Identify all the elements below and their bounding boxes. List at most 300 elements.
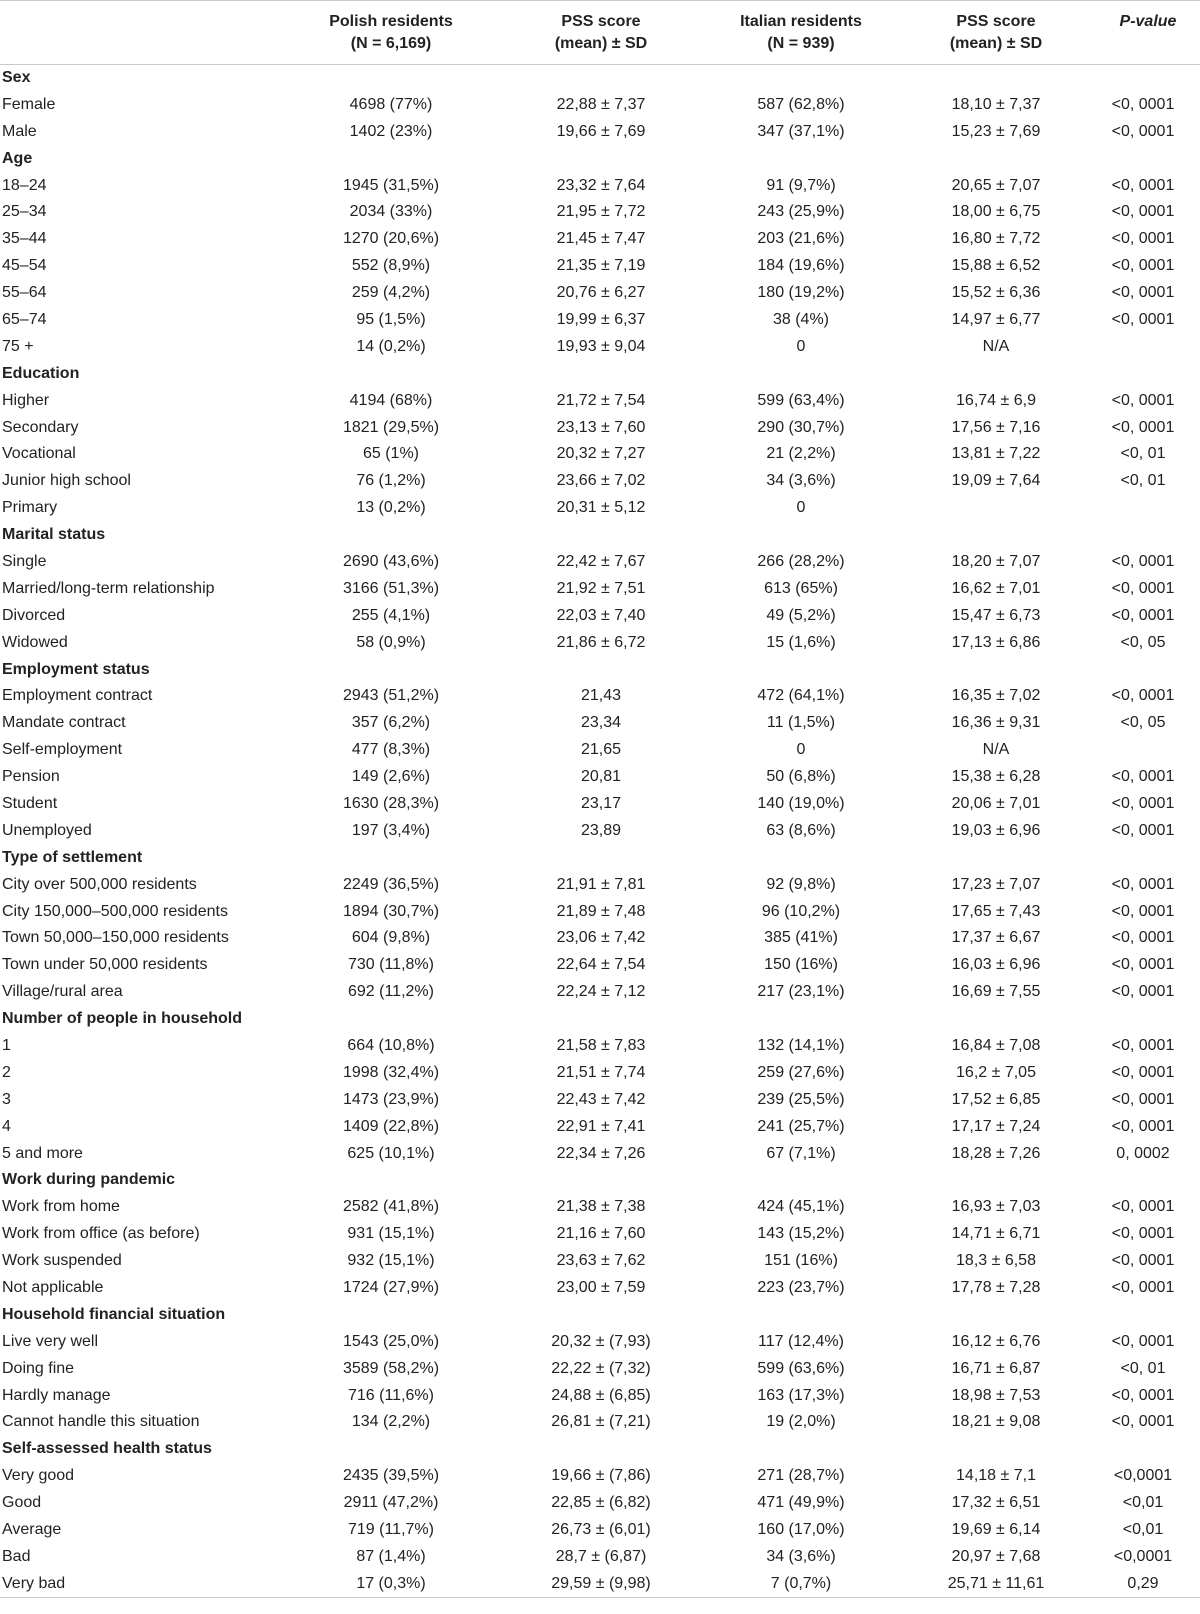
cell-italian-pss: 18,00 ± 6,75 xyxy=(951,203,1041,221)
cell-italian-pss: 16,74 ± 6,9 xyxy=(956,391,1036,409)
cell-variable: 1 xyxy=(2,1037,11,1054)
section-heading: Marital status xyxy=(2,526,106,544)
cell-p-value: <0, 0001 xyxy=(1111,391,1175,409)
cell-polish-n: 149 (2,6%) xyxy=(351,768,431,786)
cell-polish-n: 255 (4,1%) xyxy=(351,606,431,624)
cell-variable: Good xyxy=(2,1494,42,1512)
cell-italian-pss: N/A xyxy=(982,337,1010,355)
cell-italian-pss: 14,18 ± 7,1 xyxy=(956,1467,1036,1485)
cell-p-value: <0, 0001 xyxy=(1111,230,1175,248)
cell-polish-pss: 22,91 ± 7,41 xyxy=(556,1117,646,1135)
cell-italian-pss: N/A xyxy=(982,741,1010,759)
header-pss1-line1: PSS score xyxy=(561,13,641,30)
table-row xyxy=(0,871,1200,898)
cell-polish-pss: 19,66 ± 7,69 xyxy=(556,122,646,140)
cell-italian-pss: 19,69 ± 6,14 xyxy=(951,1521,1041,1539)
cell-polish-n: 604 (9,8%) xyxy=(351,929,431,947)
cell-polish-n: 1543 (25,0%) xyxy=(342,1332,440,1350)
table-row xyxy=(0,1113,1200,1140)
cell-polish-pss: 23,06 ± 7,42 xyxy=(556,929,646,947)
cell-italian-pss: 18,28 ± 7,26 xyxy=(951,1144,1041,1162)
cell-variable: Self-employment xyxy=(2,741,123,759)
cell-italian-pss: 19,09 ± 7,64 xyxy=(951,472,1041,490)
table-row xyxy=(0,1517,1200,1544)
cell-variable: Average xyxy=(2,1521,62,1539)
cell-italian-pss: 14,97 ± 6,77 xyxy=(951,310,1041,328)
table-row xyxy=(0,226,1200,253)
cell-italian-n: 92 (9,8%) xyxy=(766,875,836,893)
section-heading: Work during pandemic xyxy=(2,1171,176,1189)
section-heading: Age xyxy=(2,149,33,167)
cell-variable: Higher xyxy=(2,391,50,409)
cell-p-value: <0,0001 xyxy=(1113,1467,1173,1485)
cell-italian-pss: 17,52 ± 6,85 xyxy=(951,1090,1041,1108)
section-row xyxy=(0,522,1200,549)
cell-italian-pss: 16,35 ± 7,02 xyxy=(951,687,1041,705)
cell-polish-n: 1998 (32,4%) xyxy=(342,1063,440,1081)
cell-italian-n: 599 (63,6%) xyxy=(757,1359,845,1377)
cell-p-value: <0, 0001 xyxy=(1111,1037,1175,1054)
cell-polish-n: 58 (0,9%) xyxy=(356,633,426,651)
section-row xyxy=(0,1167,1200,1194)
cell-italian-n: 11 (1,5%) xyxy=(766,714,836,732)
header-pss2-line2: (mean) ± SD xyxy=(949,35,1043,52)
header-italian-residents xyxy=(706,1,896,65)
cell-polish-pss: 20,32 ± (7,93) xyxy=(551,1332,651,1350)
cell-italian-n: 223 (23,7%) xyxy=(757,1279,845,1297)
cell-variable: Divorced xyxy=(2,606,66,624)
table-row xyxy=(0,1248,1200,1275)
cell-polish-n: 76 (1,2%) xyxy=(356,472,426,490)
cell-italian-n: 0 xyxy=(796,337,806,355)
cell-variable: Male xyxy=(2,122,37,140)
cell-italian-pss: 18,3 ± 6,58 xyxy=(956,1252,1036,1270)
cell-polish-pss: 23,13 ± 7,60 xyxy=(556,418,646,436)
cell-p-value: <0,01 xyxy=(1122,1521,1164,1539)
cell-polish-pss: 23,17 xyxy=(580,794,622,812)
cell-polish-n: 1724 (27,9%) xyxy=(342,1279,440,1297)
cell-polish-pss: 20,31 ± 5,12 xyxy=(556,499,646,517)
cell-variable: Mandate contract xyxy=(2,714,126,732)
cell-italian-n: 7 (0,7%) xyxy=(770,1574,832,1592)
cell-italian-n: 472 (64,1%) xyxy=(757,687,845,705)
cell-polish-pss: 23,32 ± 7,64 xyxy=(556,176,646,194)
cell-polish-n: 931 (15,1%) xyxy=(347,1225,435,1243)
header-pss-italian xyxy=(896,1,1096,65)
cell-polish-pss: 21,95 ± 7,72 xyxy=(556,203,646,221)
cell-p-value: <0, 0001 xyxy=(1111,929,1175,947)
header-variable xyxy=(0,1,286,65)
cell-polish-pss: 19,93 ± 9,04 xyxy=(556,337,646,355)
table-row xyxy=(0,333,1200,360)
header-pvalue-text: P-value xyxy=(1119,13,1177,30)
cell-italian-n: 21 (2,2%) xyxy=(766,445,836,463)
cell-italian-pss: 16,69 ± 7,55 xyxy=(951,983,1041,1001)
cell-polish-n: 1409 (22,8%) xyxy=(342,1117,440,1135)
cell-variable: Student xyxy=(2,794,58,812)
table-row xyxy=(0,387,1200,414)
cell-italian-pss: 18,20 ± 7,07 xyxy=(951,552,1041,570)
cell-variable: Not applicable xyxy=(2,1279,104,1297)
cell-polish-n: 932 (15,1%) xyxy=(347,1252,435,1270)
cell-italian-n: 163 (17,3%) xyxy=(757,1386,845,1404)
cell-polish-n: 17 (0,3%) xyxy=(356,1574,426,1592)
cell-variable: 35–44 xyxy=(2,230,47,248)
cell-polish-n: 1894 (30,7%) xyxy=(342,902,440,920)
cell-italian-pss: 18,98 ± 7,53 xyxy=(951,1386,1041,1404)
cell-variable: 55–64 xyxy=(2,284,47,302)
cell-polish-pss: 22,43 ± 7,42 xyxy=(556,1090,646,1108)
cell-variable: Female xyxy=(2,95,56,113)
table-row xyxy=(0,1059,1200,1086)
cell-variable: Secondary xyxy=(2,418,79,436)
cell-polish-pss: 26,81 ± (7,21) xyxy=(551,1413,651,1431)
cell-p-value: 0,29 xyxy=(1127,1574,1159,1592)
cell-italian-n: 184 (19,6%) xyxy=(757,257,845,275)
cell-polish-n: 692 (11,2%) xyxy=(348,983,434,1001)
cell-italian-pss: 15,47 ± 6,73 xyxy=(951,606,1041,624)
cell-polish-n: 477 (8,3%) xyxy=(351,741,431,759)
cell-variable: Work suspended xyxy=(2,1252,122,1270)
cell-italian-pss: 20,97 ± 7,68 xyxy=(951,1547,1041,1565)
cell-polish-pss: 21,89 ± 7,48 xyxy=(556,902,646,920)
cell-p-value: <0, 0001 xyxy=(1111,1386,1175,1404)
table-row xyxy=(0,172,1200,199)
table-row xyxy=(0,1543,1200,1570)
cell-polish-pss: 20,32 ± 7,27 xyxy=(556,445,646,463)
cell-polish-n: 259 (4,2%) xyxy=(351,284,431,302)
table-row xyxy=(0,764,1200,791)
table-body xyxy=(0,65,1200,1598)
cell-italian-n: 217 (23,1%) xyxy=(757,983,845,1001)
cell-polish-n: 1630 (28,3%) xyxy=(342,794,440,812)
cell-italian-n: 143 (15,2%) xyxy=(757,1225,845,1243)
cell-polish-n: 2034 (33%) xyxy=(349,203,433,221)
cell-p-value: <0, 0001 xyxy=(1111,1279,1175,1297)
cell-variable: Bad xyxy=(2,1547,31,1565)
cell-italian-n: 34 (3,6%) xyxy=(766,1547,836,1565)
header-polish-line2: (N = 6,169) xyxy=(350,35,432,52)
cell-variable: 5 and more xyxy=(2,1144,83,1162)
cell-variable: Work from office (as before) xyxy=(2,1225,200,1243)
cell-p-value: <0, 05 xyxy=(1120,714,1166,732)
cell-p-value: <0, 0001 xyxy=(1111,1090,1175,1108)
cell-p-value: <0, 0001 xyxy=(1111,902,1175,920)
cell-p-value: <0, 0001 xyxy=(1111,983,1175,1001)
cell-polish-pss: 23,00 ± 7,59 xyxy=(556,1279,646,1297)
cell-variable: Cannot handle this situation xyxy=(2,1413,200,1431)
cell-italian-n: 132 (14,1%) xyxy=(757,1037,845,1054)
cell-italian-pss: 16,12 ± 6,76 xyxy=(951,1332,1041,1350)
cell-italian-pss: 18,10 ± 7,37 xyxy=(951,95,1041,113)
cell-variable: City over 500,000 residents xyxy=(2,875,197,893)
table-header xyxy=(0,1,1200,65)
cell-p-value: <0, 0001 xyxy=(1111,606,1175,624)
cell-p-value xyxy=(1096,495,1200,522)
table-row xyxy=(0,952,1200,979)
cell-variable: Unemployed xyxy=(2,821,92,839)
table-row xyxy=(0,898,1200,925)
cell-italian-n: 243 (25,9%) xyxy=(757,203,845,221)
header-polish-residents xyxy=(286,1,496,65)
header-pss1-line2: (mean) ± SD xyxy=(554,35,648,52)
cell-italian-n: 63 (8,6%) xyxy=(766,821,836,839)
cell-italian-pss: 13,81 ± 7,22 xyxy=(951,445,1041,463)
cell-p-value: <0, 0001 xyxy=(1111,418,1175,436)
cell-variable: Town under 50,000 residents xyxy=(2,956,208,974)
table-row xyxy=(0,1033,1200,1060)
cell-polish-pss: 23,63 ± 7,62 xyxy=(556,1252,646,1270)
cell-variable: 18–24 xyxy=(2,176,47,194)
cell-variable: 65–74 xyxy=(2,310,47,328)
cell-italian-pss: 16,2 ± 7,05 xyxy=(956,1063,1036,1081)
cell-polish-n: 197 (3,4%) xyxy=(351,821,431,839)
cell-italian-n: 613 (65%) xyxy=(764,579,838,597)
cell-p-value: <0, 0001 xyxy=(1111,257,1175,275)
header-italian-line2: (N = 939) xyxy=(767,35,835,52)
cell-italian-pss: 17,32 ± 6,51 xyxy=(951,1494,1041,1512)
cell-polish-n: 14 (0,2%) xyxy=(356,337,426,355)
cell-italian-n: 239 (25,5%) xyxy=(757,1090,845,1108)
cell-italian-n: 96 (10,2%) xyxy=(761,902,841,920)
cell-p-value: <0, 01 xyxy=(1120,445,1166,463)
cell-variable: 2 xyxy=(2,1063,11,1081)
cell-polish-pss: 21,92 ± 7,51 xyxy=(556,579,646,597)
cell-italian-n: 19 (2,0%) xyxy=(766,1413,836,1431)
cell-italian-n: 15 (1,6%) xyxy=(766,633,836,651)
cell-italian-n: 271 (28,7%) xyxy=(757,1467,845,1485)
cell-p-value: <0, 0001 xyxy=(1111,579,1175,597)
cell-p-value: <0, 0001 xyxy=(1111,95,1175,113)
cell-p-value: <0, 0001 xyxy=(1111,687,1175,705)
section-row xyxy=(0,145,1200,172)
cell-variable: Employment contract xyxy=(2,687,153,705)
cell-p-value: <0, 0001 xyxy=(1111,956,1175,974)
table-row xyxy=(0,118,1200,145)
cell-polish-pss: 22,03 ± 7,40 xyxy=(556,606,646,624)
cell-polish-pss: 21,35 ± 7,19 xyxy=(556,257,646,275)
cell-polish-n: 3589 (58,2%) xyxy=(342,1359,440,1377)
cell-italian-n: 471 (49,9%) xyxy=(757,1494,845,1512)
cell-italian-pss: 17,78 ± 7,28 xyxy=(951,1279,1041,1297)
table-row xyxy=(0,495,1200,522)
cell-italian-pss: 17,17 ± 7,24 xyxy=(951,1117,1041,1135)
cell-italian-pss xyxy=(896,495,1096,522)
cell-italian-pss: 16,36 ± 9,31 xyxy=(951,714,1041,732)
cell-italian-n: 151 (16%) xyxy=(764,1252,838,1270)
cell-variable: Pension xyxy=(2,768,60,786)
cell-polish-n: 2690 (43,6%) xyxy=(342,552,440,570)
cell-variable: Married/long-term relationship xyxy=(2,579,215,597)
table-row xyxy=(0,468,1200,495)
cell-p-value: <0, 01 xyxy=(1120,472,1166,490)
cell-polish-pss: 28,7 ± (6,87) xyxy=(555,1547,647,1565)
cell-italian-n: 150 (16%) xyxy=(764,956,838,974)
cell-italian-pss: 17,13 ± 6,86 xyxy=(951,633,1041,651)
section-row xyxy=(0,360,1200,387)
cell-italian-n: 259 (27,6%) xyxy=(757,1063,845,1081)
table-row xyxy=(0,1355,1200,1382)
cell-italian-pss: 25,71 ± 11,61 xyxy=(947,1574,1045,1592)
cell-italian-n: 599 (63,4%) xyxy=(757,391,845,409)
cell-polish-n: 1402 (23%) xyxy=(349,122,433,140)
table-row xyxy=(0,925,1200,952)
cell-variable: 75 + xyxy=(2,337,34,355)
cell-polish-pss: 21,91 ± 7,81 xyxy=(556,875,646,893)
cell-italian-n: 587 (62,8%) xyxy=(757,95,845,113)
table-row xyxy=(0,280,1200,307)
cell-italian-pss: 15,38 ± 6,28 xyxy=(951,768,1041,786)
section-row xyxy=(0,1436,1200,1463)
cell-italian-n: 160 (17,0%) xyxy=(757,1521,845,1539)
cell-polish-pss: 23,34 xyxy=(580,714,622,732)
cell-italian-pss: 15,23 ± 7,69 xyxy=(951,122,1041,140)
cell-italian-n: 67 (7,1%) xyxy=(766,1144,836,1162)
cell-polish-n: 2911 (47,2%) xyxy=(343,1494,439,1512)
table-row xyxy=(0,1086,1200,1113)
cell-italian-n: 180 (19,2%) xyxy=(757,284,845,302)
cell-polish-n: 1821 (29,5%) xyxy=(342,418,440,436)
cell-italian-n: 49 (5,2%) xyxy=(766,606,836,624)
cell-variable: Doing fine xyxy=(2,1359,75,1377)
cell-p-value: <0, 0001 xyxy=(1111,1225,1175,1243)
cell-variable: Work from home xyxy=(2,1198,120,1216)
cell-polish-pss: 29,59 ± (9,98) xyxy=(551,1574,651,1592)
cell-italian-n: 140 (19,0%) xyxy=(757,794,845,812)
cell-italian-pss: 16,80 ± 7,72 xyxy=(951,230,1041,248)
table-row xyxy=(0,253,1200,280)
cell-p-value: <0, 0001 xyxy=(1111,1332,1175,1350)
table-row xyxy=(0,817,1200,844)
cell-italian-pss: 17,56 ± 7,16 xyxy=(951,418,1041,436)
header-pvalue xyxy=(1096,1,1200,65)
cell-variable: Widowed xyxy=(2,633,68,651)
table-row xyxy=(0,683,1200,710)
cell-italian-n: 50 (6,8%) xyxy=(766,768,836,786)
cell-italian-n: 91 (9,7%) xyxy=(766,176,836,194)
table-row xyxy=(0,1328,1200,1355)
section-heading: Type of settlement xyxy=(2,848,143,866)
cell-variable: Vocational xyxy=(2,445,76,463)
cell-polish-n: 95 (1,5%) xyxy=(356,310,426,328)
cell-italian-n: 34 (3,6%) xyxy=(766,472,836,490)
cell-italian-pss: 17,23 ± 7,07 xyxy=(951,875,1041,893)
table-row xyxy=(0,549,1200,576)
cell-italian-pss: 15,88 ± 6,52 xyxy=(951,257,1041,275)
table-row xyxy=(0,1221,1200,1248)
table-row xyxy=(0,307,1200,334)
cell-polish-pss: 21,16 ± 7,60 xyxy=(556,1225,646,1243)
cell-variable: 3 xyxy=(2,1090,11,1108)
cell-italian-pss: 17,65 ± 7,43 xyxy=(951,902,1041,920)
cell-italian-n: 266 (28,2%) xyxy=(757,552,845,570)
section-row xyxy=(0,65,1200,92)
cell-polish-n: 1270 (20,6%) xyxy=(342,230,440,248)
table-row xyxy=(0,199,1200,226)
table-row xyxy=(0,791,1200,818)
cell-polish-pss: 22,42 ± 7,67 xyxy=(556,552,646,570)
cell-variable: Single xyxy=(2,552,47,570)
cell-p-value: <0, 0001 xyxy=(1111,821,1175,839)
cell-p-value: <0, 0001 xyxy=(1111,284,1175,302)
cell-polish-pss: 24,88 ± (6,85) xyxy=(551,1386,651,1404)
cell-p-value: <0, 0001 xyxy=(1111,1063,1175,1081)
section-heading: Household financial situation xyxy=(2,1305,226,1323)
cell-polish-n: 730 (11,8%) xyxy=(348,956,434,974)
cell-italian-pss: 15,52 ± 6,36 xyxy=(951,284,1041,302)
cell-p-value: <0, 05 xyxy=(1120,633,1166,651)
section-heading: Sex xyxy=(2,69,31,87)
table-row xyxy=(0,1463,1200,1490)
table-row xyxy=(0,414,1200,441)
cell-italian-n: 424 (45,1%) xyxy=(757,1198,845,1216)
cell-polish-n: 625 (10,1%) xyxy=(347,1144,435,1162)
cell-polish-n: 4194 (68%) xyxy=(349,391,433,409)
cell-polish-pss: 19,99 ± 6,37 xyxy=(556,310,646,328)
cell-polish-pss: 23,66 ± 7,02 xyxy=(556,472,646,490)
cell-italian-n: 241 (25,7%) xyxy=(757,1117,845,1135)
cell-variable: 25–34 xyxy=(2,203,47,221)
table-row xyxy=(0,1409,1200,1436)
cell-polish-pss: 19,66 ± (7,86) xyxy=(551,1467,651,1485)
cell-italian-n: 38 (4%) xyxy=(772,310,830,328)
cell-variable: Live very well xyxy=(2,1332,99,1350)
cell-polish-n: 552 (8,9%) xyxy=(351,257,431,275)
cell-variable: City 150,000–500,000 residents xyxy=(2,902,228,920)
cell-polish-pss: 23,89 xyxy=(580,821,622,839)
table-row xyxy=(0,1140,1200,1167)
header-pss2-line1: PSS score xyxy=(956,13,1036,30)
cell-polish-pss: 21,86 ± 6,72 xyxy=(556,633,646,651)
cell-polish-n: 1945 (31,5%) xyxy=(342,176,440,194)
section-heading: Number of people in household xyxy=(2,1010,242,1028)
cell-polish-n: 664 (10,8%) xyxy=(347,1037,435,1054)
header-polish-line1: Polish residents xyxy=(329,13,453,30)
cell-polish-n: 2249 (36,5%) xyxy=(342,875,440,893)
cell-italian-pss: 16,84 ± 7,08 xyxy=(951,1037,1041,1054)
cell-p-value: <0, 01 xyxy=(1120,1359,1166,1377)
cell-italian-n: 0 xyxy=(796,499,806,517)
cell-polish-pss: 22,88 ± 7,37 xyxy=(556,95,646,113)
cell-variable: Town 50,000–150,000 residents xyxy=(2,929,229,947)
cell-polish-pss: 20,76 ± 6,27 xyxy=(556,284,646,302)
cell-italian-pss: 19,03 ± 6,96 xyxy=(951,821,1041,839)
cell-polish-pss: 21,45 ± 7,47 xyxy=(556,230,646,248)
section-heading: Employment status xyxy=(2,660,150,678)
cell-polish-n: 719 (11,7%) xyxy=(348,1521,434,1539)
header-pss-polish xyxy=(496,1,706,65)
cell-italian-pss: 17,37 ± 6,67 xyxy=(951,929,1041,947)
cell-p-value: <0, 0001 xyxy=(1111,310,1175,328)
cell-polish-n: 3166 (51,3%) xyxy=(342,579,440,597)
table-row xyxy=(0,1382,1200,1409)
cell-p-value: <0,01 xyxy=(1122,1494,1164,1512)
table-row xyxy=(0,710,1200,737)
table-row xyxy=(0,602,1200,629)
cell-polish-n: 87 (1,4%) xyxy=(356,1547,426,1565)
header-italian-line1: Italian residents xyxy=(740,13,862,30)
cell-italian-n: 385 (41%) xyxy=(764,929,838,947)
cell-italian-pss: 14,71 ± 6,71 xyxy=(951,1225,1041,1243)
cell-p-value: <0, 0001 xyxy=(1111,1198,1175,1216)
cell-variable: 45–54 xyxy=(2,257,47,275)
cell-variable: Junior high school xyxy=(2,472,131,490)
cell-p-value: <0, 0001 xyxy=(1111,768,1175,786)
cell-polish-n: 2582 (41,8%) xyxy=(342,1198,440,1216)
cell-variable: Very bad xyxy=(2,1574,66,1592)
cell-polish-pss: 20,81 xyxy=(580,768,622,786)
section-row xyxy=(0,656,1200,683)
